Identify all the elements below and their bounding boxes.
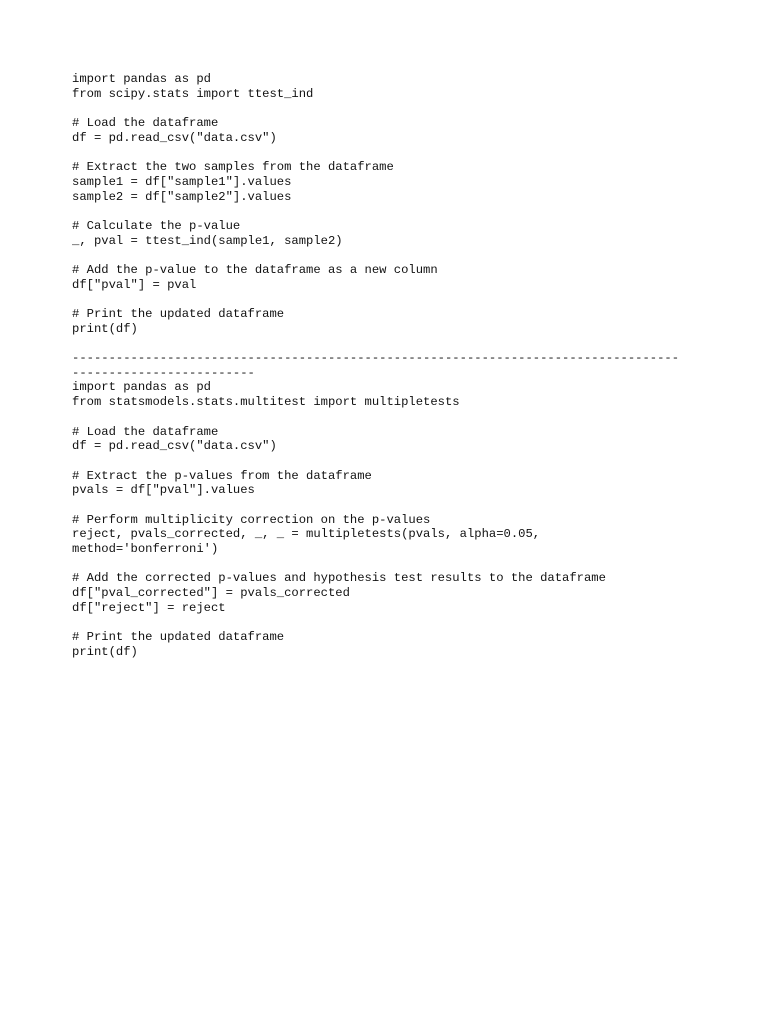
code-line: df = pd.read_csv("data.csv")	[72, 439, 277, 454]
code-line: print(df)	[72, 321, 138, 336]
code-line	[72, 557, 702, 572]
code-line: # Load the dataframe	[72, 424, 219, 439]
code-line: df["pval_corrected"] = pvals_corrected	[72, 586, 350, 601]
code-line: import pandas as pd	[72, 380, 211, 395]
code-line	[72, 204, 702, 219]
code-line: df = pd.read_csv("data.csv")	[72, 130, 277, 145]
code-line	[72, 292, 702, 307]
code-line: # Print the updated dataframe	[72, 630, 285, 645]
code-line: # Print the updated dataframe	[72, 307, 285, 321]
code-line	[72, 336, 702, 351]
code-line: from scipy.stats import ttest_ind	[72, 86, 314, 101]
code-line: print(df)	[72, 644, 138, 659]
code-line	[72, 615, 702, 630]
code-line: # Load the dataframe	[72, 116, 219, 131]
code-line: import pandas as pd	[72, 72, 211, 86]
code-line: # Calculate the p-value	[72, 218, 241, 233]
separator-line: -----------------------------------------------------------------------------------	[72, 351, 680, 366]
code-line: from statsmodels.stats.multitest import multipletests	[72, 395, 460, 410]
code-line	[72, 454, 702, 469]
code-line	[72, 498, 702, 513]
document-page	[72, 72, 702, 660]
code-line	[72, 101, 702, 116]
code-line: reject, pvals_corrected, _, _ = multipletests(pvals, alpha=0.05,	[72, 527, 541, 542]
code-block	[72, 72, 702, 660]
code-line: # Perform multiplicity correction on the p-values	[72, 512, 431, 527]
code-line: pvals = df["pval"].values	[72, 483, 255, 498]
code-line: # Add the p-value to the dataframe as a new column	[72, 262, 438, 277]
code-line: method='bonferroni')	[72, 542, 219, 556]
code-line	[72, 410, 702, 425]
code-line: df["reject"] = reject	[72, 600, 226, 615]
code-line: _, pval = ttest_ind(sample1, sample2)	[72, 233, 343, 248]
code-line	[72, 145, 702, 160]
code-line: # Add the corrected p-values and hypothesis test results to the dataframe	[72, 571, 606, 586]
code-line: sample1 = df["sample1"].values	[72, 174, 292, 189]
separator-line: -------------------------	[72, 365, 255, 380]
code-line: sample2 = df["sample2"].values	[72, 189, 292, 204]
code-line: df["pval"] = pval	[72, 277, 197, 292]
code-line	[72, 248, 702, 263]
code-line: # Extract the two samples from the dataframe	[72, 160, 394, 175]
code-line: # Extract the p-values from the dataframe	[72, 468, 372, 483]
